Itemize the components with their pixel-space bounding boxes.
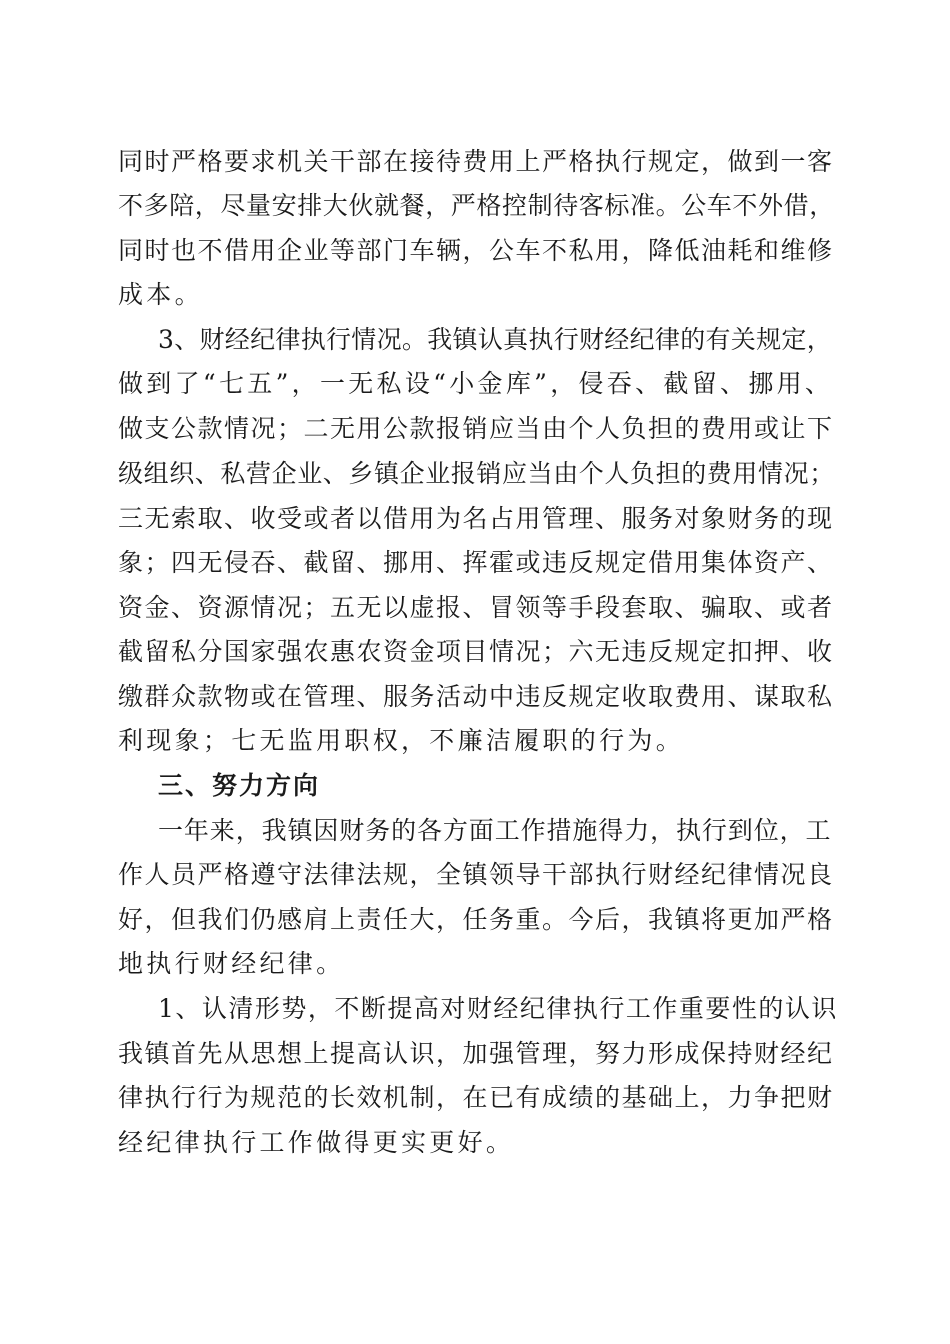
text-line: 资金、资源情况；五无以虚报、冒领等手段套取、骗取、或者	[118, 593, 834, 622]
section-heading: 三、努力方向	[158, 771, 321, 800]
text-line: 律执行行为规范的长效机制，在已有成绩的基础上，力争把财	[118, 1083, 834, 1112]
text-line: 三无索取、收受或者以借用为名占用管理、服务对象财务的现	[118, 504, 834, 533]
text-line: 做到了“七五”，一无私设“小金库”，侵吞、截留、挪用、	[118, 369, 834, 398]
text-line: 成本。	[118, 280, 203, 309]
text-line: 不多陪，尽量安排大伙就餐，严格控制待客标准。公车不外借，	[118, 191, 835, 220]
text-line: 做支公款情况；二无用公款报销应当由个人负担的费用或让下	[118, 414, 834, 443]
text-line: 缴群众款物或在管理、服务活动中违反规定收取费用、谋取私	[118, 682, 834, 711]
text-line: 作人员严格遵守法律法规，全镇领导干部执行财经纪律情况良	[118, 860, 834, 889]
text-line: 我镇首先从思想上提高认识，加强管理，努力形成保持财经纪	[118, 1039, 834, 1068]
text-line: 象；四无侵吞、截留、挪用、挥霍或违反规定借用集体资产、	[118, 548, 834, 577]
text-line: 利现象；七无监用职权，不廉洁履职的行为。	[118, 726, 685, 755]
text-line: 一年来，我镇因财务的各方面工作措施得力，执行到位，工	[158, 816, 832, 845]
text-line: 级组织、私营企业、乡镇企业报销应当由个人负担的费用情况；	[118, 459, 835, 488]
text-line: 经纪律执行工作做得更实更好。	[118, 1128, 515, 1157]
text-line: 截留私分国家强农惠农资金项目情况；六无违反规定扣押、收	[118, 637, 834, 666]
text-line: 地执行财经纪律。	[118, 949, 345, 978]
text-line: 同时也不借用企业等部门车辆，公车不私用，降低油耗和维修	[118, 236, 834, 265]
text-line: 好，但我们仍感肩上责任大，任务重。今后，我镇将更加严格	[118, 905, 834, 934]
text-line: 同时严格要求机关干部在接待费用上严格执行规定，做到一客	[118, 147, 834, 176]
text-line: 3、财经纪律执行情况。我镇认真执行财经纪律的有关规定，	[158, 325, 833, 354]
text-line: 1、认清形势，不断提高对财经纪律执行工作重要性的认识	[158, 994, 838, 1023]
